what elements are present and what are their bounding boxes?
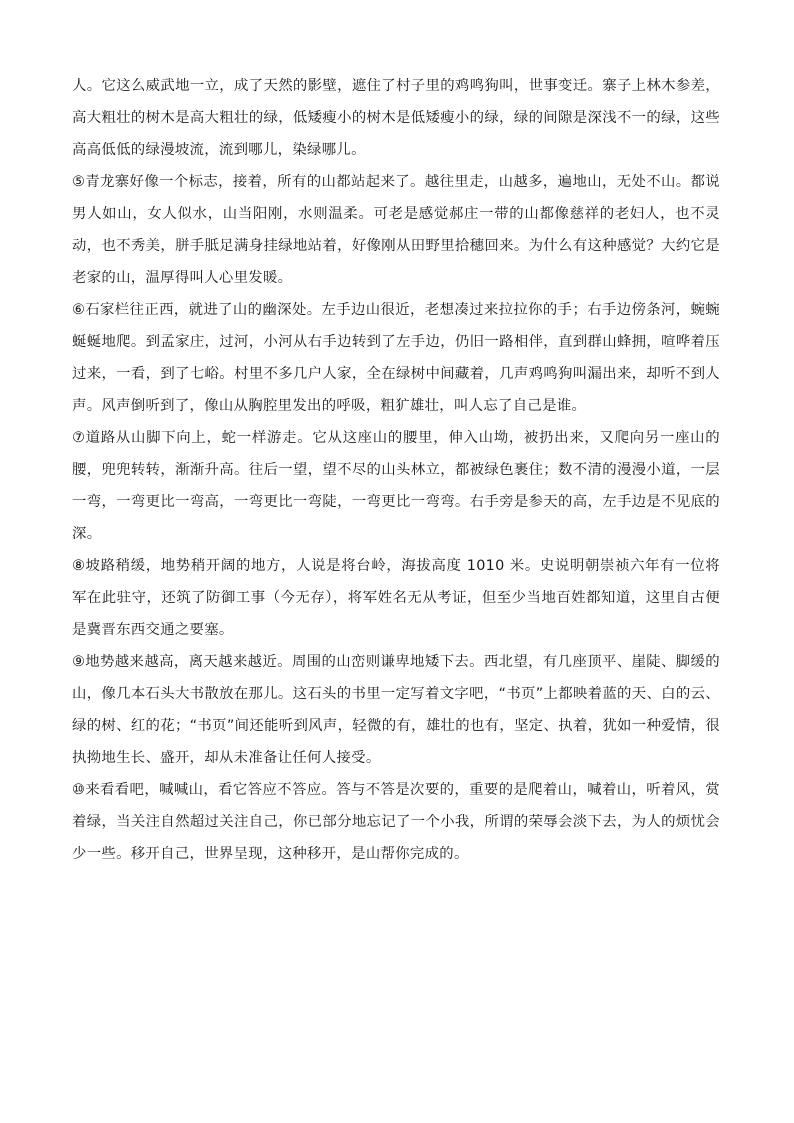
paragraph-7: ⑦道路从山脚下向上，蛇一样游走。它从这座山的腰里，伸入山坳，被扔出来，又爬向另一座山的腰，兜兜转转，渐渐升高。往后一望，望不尽的山头林立，都被绿色裹住；数不清的漫漫小道，一层一弯，一弯更比一弯高，一弯更比一弯陡，一弯更比一弯弯。右手旁是参天的高，左手边是不见底的深。	[72, 430, 720, 542]
paragraph-6: ⑥石家栏往正西，就进了山的幽深处。左手边山很近，老想凑过来拉拉你的手；右手边傍条河，蜿蜿蜒蜒地爬。到孟家庄，过河，小河从右手边转到了左手边，仍旧一路相伴，直到群山蜂拥，喧哗着压过来，一看，到了七峪。村里不多几户人家，全在绿树中间藏着，几声鸡鸣狗叫漏出来，却听不到人声。风声倒听到了，像山从胸腔里发出的呼吸，粗犷雄壮，叫人忘了自己是谁。	[72, 302, 720, 414]
document-body	[72, 70, 720, 870]
paragraph-8: ⑧坡路稍缓，地势稍开阔的地方，人说是将台岭，海拔高度 1010 米。史说明朝崇祯六年有一位将军在此驻守，还筑了防御工事（今无存），将军姓名无从考证，但至少当地百姓都知道，这里自古便是冀晋东西交通之要塞。	[72, 558, 720, 638]
paragraph-5: ⑤青龙寨好像一个标志，接着，所有的山都站起来了。越往里走，山越多，遍地山，无处不山。都说男人如山，女人似水，山当阳刚，水则温柔。可老是感觉郝庄一带的山都像慈祥的老妇人，也不灵动，也不秀美，胼手胝足满身挂绿地站着，好像刚从田野里拾穗回来。为什么有这种感觉？大约它是老家的山，温厚得叫人心里发暖。	[72, 174, 720, 286]
paragraph-continuation: 人。它这么威武地一立，成了天然的影壁，遮住了村子里的鸡鸣狗叫，世事变迁。寨子上林木参差，高大粗壮的树木是高大粗壮的绿，低矮瘦小的树木是低矮瘦小的绿，绿的间隙是深浅不一的绿，这些高高低低的绿漫坡流，流到哪儿，染绿哪儿。	[72, 78, 720, 158]
paragraph-9: ⑨地势越来越高，离天越来越近。周围的山峦则谦卑地矮下去。西北望，有几座顶平、崖陡、脚缓的山，像几本石头大书散放在那儿。这石头的书里一定写着文字吧，“书页”上都映着蓝的天、白的云、绿的树、红的花；“书页”间还能听到风声，轻微的有，雄壮的也有，坚定、执着，犹如一种爱情，很执拗地生长、盛开，却从未准备让任何人接受。	[72, 654, 720, 766]
paragraph-10: ⑩来看看吧，喊喊山，看它答应不答应。答与不答是次要的，重要的是爬着山，喊着山，听着风，赏着绿，当关注自然超过关注自己，你已部分地忘记了一个小我，所谓的荣辱会淡下去，为人的烦忧会少一些。移开自己，世界呈现，这种移开，是山帮你完成的。	[72, 782, 720, 862]
